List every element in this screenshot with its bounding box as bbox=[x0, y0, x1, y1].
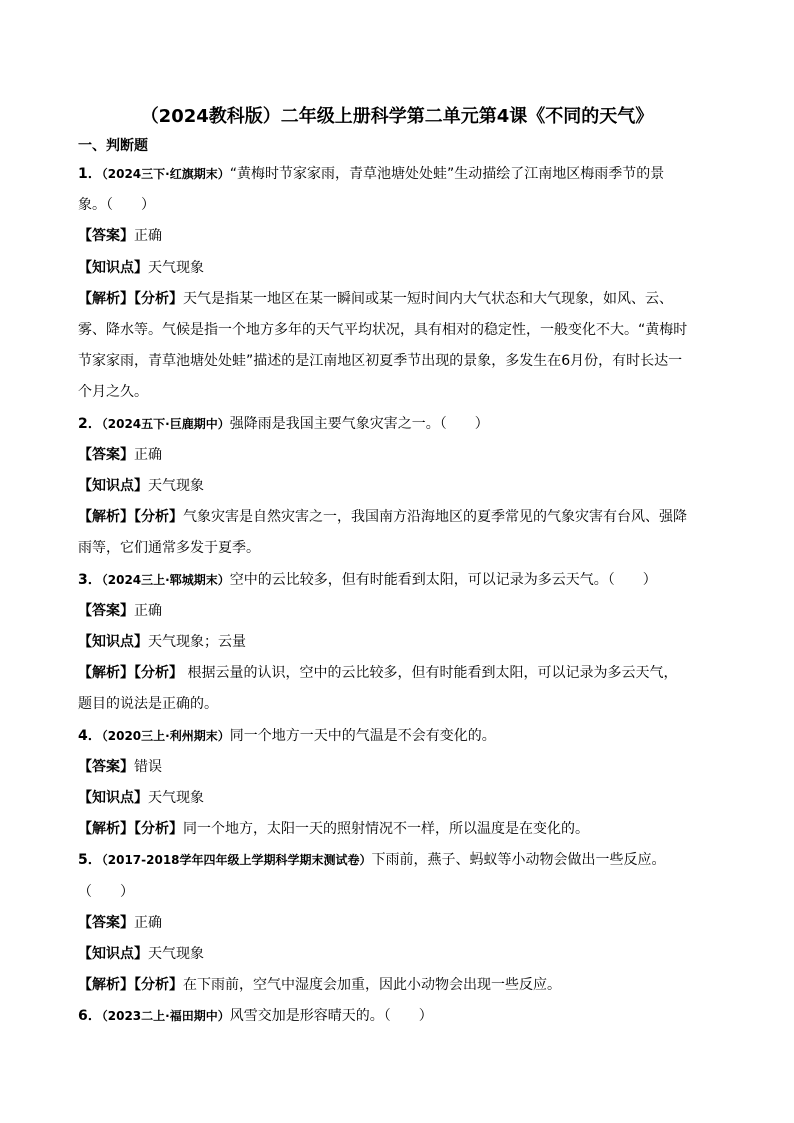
answer-line bbox=[78, 913, 728, 933]
question-text: 强降雨是我国主要气象灾害之一。（ ） bbox=[229, 415, 489, 432]
explanation-text: 雨等，它们通常多发于夏季。 bbox=[78, 540, 260, 557]
explanation-text: 在下雨前，空气中湿度会加重，因此小动物会出现一些反应。 bbox=[183, 977, 561, 994]
question-stem-line bbox=[78, 850, 728, 870]
explanation-line bbox=[78, 975, 728, 995]
page-title: （2024教科版）二年级上册科学第二单元第4课《不同的天气》 bbox=[140, 106, 654, 127]
knowledge-point-line bbox=[78, 788, 728, 808]
knowledge-point-line bbox=[78, 258, 728, 278]
explanation-label: 【解析】【分析】 bbox=[78, 821, 183, 838]
explanation-line bbox=[78, 351, 728, 371]
question-source: （2017-2018学年四年级上学期科学期末测试卷） bbox=[101, 853, 372, 868]
question-source: （2024五下·巨鹿期中） bbox=[101, 416, 230, 431]
knowledge-point-label: 【知识点】 bbox=[78, 790, 148, 806]
question-text: 象。（ ） bbox=[78, 197, 155, 214]
question-text: “黄梅时节家家雨，青草池塘处处蛙”生动描绘了江南地区梅雨季节的景 bbox=[229, 166, 665, 182]
explanation-text: 题目的说法是正确的。 bbox=[78, 696, 218, 713]
explanation-text: 气象灾害是自然灾害之一，我国南方沿海地区的夏季常见的气象灾害有台风、强降 bbox=[183, 509, 687, 526]
explanation-label: 【解析】【分析】 bbox=[78, 977, 183, 994]
question-source: （2024三下·红旗期末） bbox=[101, 167, 230, 181]
knowledge-point-line bbox=[78, 476, 728, 496]
question-text: （ ） bbox=[78, 883, 134, 900]
explanation-line bbox=[78, 663, 728, 683]
answer-value: 正确 bbox=[134, 446, 162, 463]
question-stem-line bbox=[78, 570, 728, 590]
answer-line bbox=[78, 226, 728, 246]
answer-line bbox=[78, 445, 728, 465]
explanation-text: 天气是指某一地区在某一瞬间或某一短时间内大气状态和大气现象，如风、云、 bbox=[183, 290, 673, 307]
explanation-text: 同一个地方，太阳一天的照射情况不一样，所以温度是在变化的。 bbox=[183, 821, 589, 838]
knowledge-point-line bbox=[78, 944, 728, 964]
answer-value: 正确 bbox=[134, 228, 162, 245]
question-number: 2． bbox=[78, 415, 102, 432]
answer-line bbox=[78, 601, 728, 621]
explanation-line bbox=[78, 382, 728, 402]
explanation-text: 雾、降水等。气候是指一个地方多年的天气平均状况，具有相对的稳定性，一般变化不大。“黄梅时 bbox=[78, 322, 688, 338]
question-text: 空中的云比较多，但有时能看到太阳，可以记录为多云天气。（ ） bbox=[229, 571, 657, 588]
explanation-line bbox=[78, 507, 728, 527]
answer-value: 正确 bbox=[134, 602, 162, 619]
question-stem-line bbox=[78, 195, 728, 215]
question-text: 同一个地方一天中的气温是不会有变化的。 bbox=[229, 727, 496, 744]
explanation-line bbox=[78, 538, 728, 558]
question-source: （2023二上·福田期中） bbox=[101, 1009, 230, 1024]
answer-value: 错误 bbox=[134, 758, 162, 775]
question-stem-line bbox=[78, 1006, 728, 1026]
question-number: 3． bbox=[78, 571, 102, 588]
question-stem-line bbox=[78, 164, 728, 184]
knowledge-point-label: 【知识点】 bbox=[78, 478, 148, 494]
explanation-text: 个月之久。 bbox=[78, 384, 148, 401]
question-source: （2024三上·郓城期末） bbox=[101, 572, 230, 587]
question-stem-line bbox=[78, 414, 728, 434]
knowledge-point-value: 天气现象；云量 bbox=[148, 634, 246, 650]
knowledge-point-value: 天气现象 bbox=[148, 790, 204, 806]
question-stem-line bbox=[78, 726, 728, 746]
knowledge-point-value: 天气现象 bbox=[148, 478, 204, 494]
question-number: 1． bbox=[78, 166, 102, 182]
question-text: 下雨前，燕子、蚂蚁等小动物会做出一些反应。 bbox=[371, 852, 666, 869]
answer-label: 【答案】 bbox=[78, 914, 134, 931]
answer-value: 正确 bbox=[134, 914, 162, 931]
explanation-text: 节家家雨，青草池塘处处蛙”描述的是江南地区初夏季节出现的景象，多发生在6月份，有时长达一 bbox=[78, 353, 683, 370]
answer-line bbox=[78, 757, 728, 777]
answer-label: 【答案】 bbox=[78, 602, 134, 619]
knowledge-point-label: 【知识点】 bbox=[78, 259, 148, 276]
explanation-label: 【解析】【分析】 bbox=[78, 665, 183, 682]
knowledge-point-value: 天气现象 bbox=[148, 946, 204, 962]
explanation-line bbox=[78, 320, 728, 340]
answer-label: 【答案】 bbox=[78, 446, 134, 463]
section-heading: 一、判断题 bbox=[78, 138, 148, 154]
question-number: 5． bbox=[78, 852, 102, 869]
explanation-label: 【解析】【分析】 bbox=[78, 509, 183, 526]
question-source: （2020三上·利州期末） bbox=[101, 728, 230, 743]
question-stem-line bbox=[78, 882, 728, 902]
explanation-text: 根据云量的认识，空中的云比较多，但有时能看到太阳，可以记录为多云天气， bbox=[183, 665, 678, 682]
knowledge-point-value: 天气现象 bbox=[148, 259, 204, 276]
answer-label: 【答案】 bbox=[78, 758, 134, 775]
explanation-label: 【解析】【分析】 bbox=[78, 290, 183, 307]
explanation-line bbox=[78, 289, 728, 309]
question-number: 4． bbox=[78, 727, 102, 744]
knowledge-point-line bbox=[78, 632, 728, 652]
knowledge-point-label: 【知识点】 bbox=[78, 634, 148, 650]
knowledge-point-label: 【知识点】 bbox=[78, 946, 148, 962]
explanation-line bbox=[78, 819, 728, 839]
answer-label: 【答案】 bbox=[78, 228, 134, 245]
explanation-line bbox=[78, 694, 728, 714]
question-text: 风雪交加是形容晴天的。（ ） bbox=[229, 1008, 433, 1025]
question-number: 6． bbox=[78, 1008, 102, 1025]
